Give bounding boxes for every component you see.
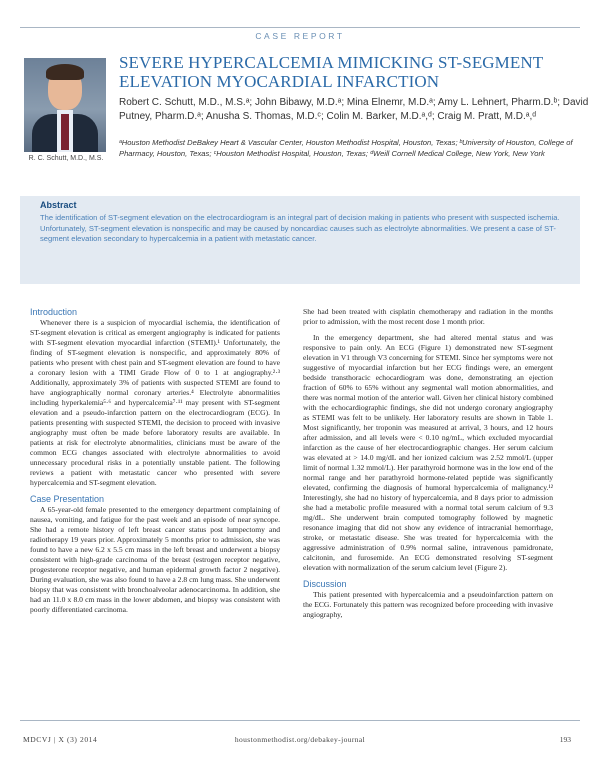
abstract-box	[20, 196, 580, 284]
discussion-text: This patient presented with hypercalcemia and a pseudoinfarction pattern on the ECG. Fortunately this pattern was recognized before proceeding with invasive angiography,	[303, 590, 553, 619]
emergency-paragraph: In the emergency department, she had altered mental status and was responsive to pain only. An ECG (Figure 1) demonstrated new ST-segment elevation in V1 through V3 concerning for STEMI. Since her symptoms were not suggestive of myocardial infarction but her ECG findings were, an emergent bedside transthoracic echocardiogram was done, demonstrating an ejection fraction of 60% to 65% without any segmental wall motion abnormalities, and there was normal motion of the anterior wall. Given her clinical history combined with the echocardiographic findings, she did not undergo coronary angiography as STEMI was felt to be unlikely. Her laboratory results are shown in Table 1. Most significantly, her troponin was measured at arrival, 3 hours, and 12 hours after admission, and all levels were < 0.10 ng/mL, which excluded myocardial infarction as the cause of her electrocardiographic changes. Her serum calcium was elevated at > 14.0 mg/dL and her ionized calcium was 2.52 mmol/L (upper limit of normal 1.32 mmol/L). Her parathyroid hormone was in the low end of the normal range and her parathyroid hormone-related peptide was significantly elevated, confirming the diagnosis of humoral hypercalcemia of malignancy.¹² Interestingly, she had no history of hypercalcemia, and 8 days prior to admission she had a metabolic profile measured with a normal total serum calcium of 9.3 mg/dL. She underwent brain computed tomography followed by magnetic resonance imaging that did not show any evidence of intracranial hemorrhage, stroke, or metastatic disease. She was treated for hypercalcemia with the aggressive administration of 0.9% normal saline, intravenous pamidronate, calcitonin, and furosemide. An ECG demonstrated resolving ST-segment elevation with normalization of the serum calcium level (Figure 2).	[303, 333, 553, 572]
abstract-text: The identification of ST-segment elevation on the electrocardiogram is an integral part of decision making in patients who present with suspected ischemia. Unfortunately, ST-segment elevation is nonspecific and may be caused by noncardiac causes such as electrolyte abnormalities. We present a case of ST-segment elevation secondary to hypercalcemia in a patient with metastatic cancer.	[40, 213, 560, 243]
treatment-paragraph: She had been treated with cisplatin chemotherapy and radiation in the months prior to admission, with the most recent dose 1 month prior.	[303, 307, 553, 326]
footer-rule	[20, 720, 580, 721]
left-column	[30, 307, 280, 615]
author-list: Robert C. Schutt, M.D., M.S.ᵃ; John Bibawy, M.D.ᵃ; Mina Elnemr, M.D.ᵃ; Amy L. Lehnert, Pharm.D.ᵇ; David Putney, Pharm.D.ᵃ; Anusha S. Thomas, M.D.ᶜ; Colin M. Barker, M.D.ᵃ,ᵈ; Craig M. Pratt, M.D.ᵃ,ᵈ	[119, 97, 589, 122]
introduction-heading: Introduction	[30, 307, 78, 317]
journal-citation: MDCVJ | X (3) 2014	[23, 735, 98, 744]
photo-caption: R. C. Schutt, M.D., M.S.	[28, 155, 104, 162]
author-photo	[24, 58, 106, 152]
section-label: CASE REPORT	[255, 31, 345, 41]
article-title: SEVERE HYPERCALCEMIA MIMICKING ST-SEGMENT ELEVATION MYOCARDIAL INFARCTION	[119, 53, 543, 91]
page-number: 193	[559, 735, 571, 744]
abstract-heading: Abstract	[40, 200, 77, 210]
case-presentation-heading: Case Presentation	[30, 494, 105, 504]
affiliations: ᵃHouston Methodist DeBakey Heart & Vascular Center, Houston Methodist Hospital, Houston, Texas; ᵇUniversity of Houston, College of Pharmacy, Houston, Texas; ᶜHouston Methodist Hospital, Houston, Texas; ᵈWeill Cornell Medical College, New York, New York	[119, 138, 573, 158]
case-presentation-text: A 65-year-old female presented to the emergency department complaining of nausea, vomiting, and fatigue for the past week and an episode of near syncope. She had a remote history of left breast cancer status post lumpectomy and radiotherapy 19 years prior. Approximately 5 months prior to admission, she was found to have a new 6.2 x 5.5 cm mass in the left breast and underwent a biopsy consistent with high-grade carcinoma of the breast (estrogen receptor negative, progesterone receptor negative, and human epidermal growth factor 2 negative). During evaluation, she was also found to have a 2.8 cm lung mass. She underwent biopsy that was consistent with bronchoalveolar adenocarcinoma. In addition, she had an 11.0 x 8.0 cm mass in the lower abdomen, and biopsy was consistent with poorly differentiated carcinoma.	[30, 505, 280, 614]
discussion-heading: Discussion	[303, 579, 347, 589]
journal-url[interactable]: houstonmethodist.org/debakey-journal	[234, 735, 366, 744]
introduction-text: Whenever there is a suspicion of myocardial ischemia, the identification of ST-segment elevation is critical as emergent angiography is indicated for patients with ST-segment elevation myocardial infarction (STEMI).¹ Unfortunately, the finding of ST-segment elevation is nonspecific, and approximately 80% of patients who present with chest pain and ST-segment elevation are found to have a coronary lesion with a TIMI Grade Flow of 0 to 1 at angiography.²·³ Additionally, approximately 3% of patients with suspected STEMI are found to have angiographically normal coronary arteries.⁴ Electrolyte abnormalities including hyperkalemia⁵·⁶ and hypercalcemia⁷·¹¹ may present with ST-segment elevation and a pseudo-infarction pattern on the electrocardiogram (ECG). In patients presenting with suspected STEMI, the decision to proceed with invasive angiography must often be made before laboratory results are available. In patients at risk for electrolyte abnormalities, clinicians must be aware of the common ECG changes associated with electrolyte abnormalities to avoid unnecessary procedural risks in a potentially unstable patient. The following reviews a patient with metastatic cancer who presented with severe hypercalcemia and ST-segment elevation.	[30, 318, 280, 487]
right-column	[303, 307, 553, 620]
header-rule	[20, 27, 580, 28]
